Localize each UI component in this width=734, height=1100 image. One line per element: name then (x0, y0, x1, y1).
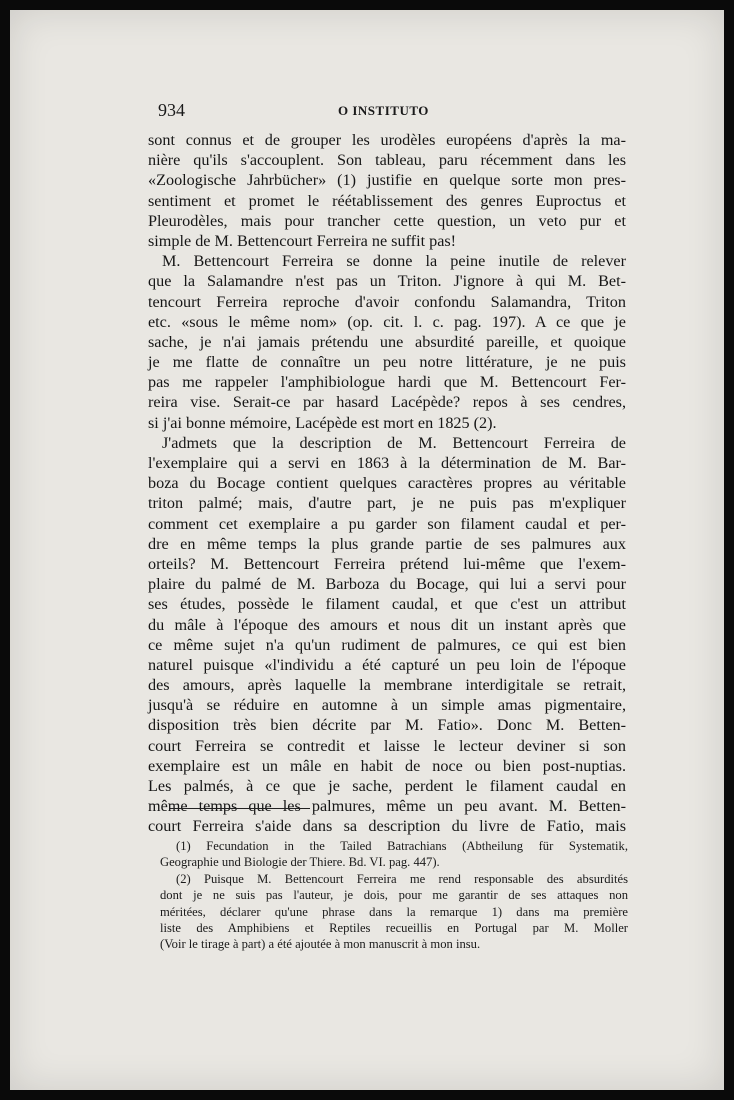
body-line: jusqu'à se réduire en automne à un simple amas pigmentaire, (148, 696, 626, 715)
footnote-line: dont je ne suis pas l'auteur, je dois, pour me garantir de ses attaques non (160, 888, 628, 903)
body-line: même temps que les palmures, même un peu avant. M. Betten- (148, 797, 626, 816)
body-line: du mâle à l'époque des amours et nous dit un instant après que (148, 615, 626, 634)
body-line: tencourt Ferreira reproche d'avoir confondu Salamandra, Triton (148, 292, 626, 311)
body-line: reira vise. Serait-ce par hasard Lacépède? repos à ses cendres, (148, 393, 626, 412)
body-line: que la Salamandre n'est pas un Triton. J'ignore à qui M. Bet- (148, 272, 626, 291)
body-line: court Ferreira s'aide dans sa description du livre de Fatio, mais (148, 817, 626, 836)
body-line: etc. «sous le même nom» (op. cit. l. c. pag. 197). A ce que je (148, 312, 626, 331)
body-line: M. Bettencourt Ferreira se donne la peine inutile de relever (162, 252, 626, 271)
footnote-line: liste des Amphibiens et Reptiles recueillis en Portugal par M. Moller (160, 920, 628, 935)
body-line: des amours, après laquelle la membrane interdigitale se retrait, (148, 676, 626, 695)
footnote-line: (Voir le tirage à part) a été ajoutée à mon manuscrit à mon insu. (160, 937, 481, 952)
body-line: ses études, possède le filament caudal, et que c'est un attribut (148, 595, 626, 614)
footnote-line: (2) Puisque M. Bettencourt Ferreira me rend responsable des absurdités (176, 871, 628, 886)
body-line: sache, je n'ai jamais prétendu une absurdité pareille, et quoique (148, 332, 626, 351)
footnotes (160, 838, 628, 953)
body-line: «Zoologische Jahrbücher» (1) justifie en quelque sorte mon pres- (148, 171, 626, 190)
body-line: pas me rappeler l'amphibiologue hardi que M. Bettencourt Fer- (148, 373, 626, 392)
body-text (148, 130, 626, 837)
footnote-line: Geographie und Biologie der Thiere. Bd. VI. pag. 447). (160, 855, 440, 870)
body-line: sont connus et de grouper les urodèles européens d'après la ma- (148, 131, 626, 149)
body-line: orteils? M. Bettencourt Ferreira prétend lui-même que l'exem- (148, 554, 626, 573)
body-line: ce même sujet n'a qu'un rudiment de palmures, ce qui est bien (148, 635, 626, 654)
body-line: triton palmé; mais, d'autre part, je ne puis pas m'expliquer (148, 494, 626, 513)
page-number: 934 (158, 100, 185, 120)
body-line: Les palmés, à ce que je sache, perdent le filament caudal en (148, 777, 626, 795)
body-line: je me flatte de connaître un peu notre littérature, je ne puis (148, 353, 626, 372)
body-line: comment cet exemplaire a pu garder son filament caudal et per- (148, 514, 626, 533)
body-line: sentiment et promet le réétablissement des genres Euproctus et (148, 191, 626, 210)
body-line: si j'ai bonne mémoire, Lacépède est mort en 1825 (2). (148, 413, 497, 432)
body-line: disposition très bien décrite par M. Fatio». Donc M. Betten- (148, 716, 626, 735)
body-line: boza du Bocage contient quelques caractères propres au véritable (148, 474, 626, 493)
body-line: plaire du palmé de M. Barboza du Bocage, qui lui a servi pour (148, 575, 626, 594)
body-line: naturel puisque «l'individu a été capturé un peu loin de l'époque (148, 655, 626, 674)
body-line: exemplaire est un mâle en habit de noce ou bien post-nuptias. (148, 756, 626, 775)
body-line: J'admets que la description de M. Bettencourt Ferreira de (162, 433, 626, 452)
footnote-line: (1) Fecundation in the Tailed Batrachians (Abtheilung für Systematik, (176, 839, 628, 853)
body-line: simple de M. Bettencourt Ferreira ne suffit pas! (148, 231, 457, 250)
body-line: l'exemplaire qui a servi en 1863 à la détermination de M. Bar- (148, 454, 626, 472)
body-line: Pleurodèles, mais pour trancher cette question, un veto pur et (148, 211, 626, 230)
running-title: O INSTITUTO (338, 103, 429, 118)
footnote-divider (170, 808, 310, 809)
body-line: court Ferreira se contredit et laisse le lecteur deviner si son (148, 736, 626, 755)
page-header (148, 100, 608, 122)
body-line: nière qu'ils s'accouplent. Son tableau, paru récemment dans les (148, 151, 626, 170)
body-line: dre en même temps la plus grande partie de ses palmures aux (148, 534, 626, 553)
footnote-line: méritées, déclarer qu'une phrase dans la remarque 1) dans ma première (160, 904, 628, 919)
